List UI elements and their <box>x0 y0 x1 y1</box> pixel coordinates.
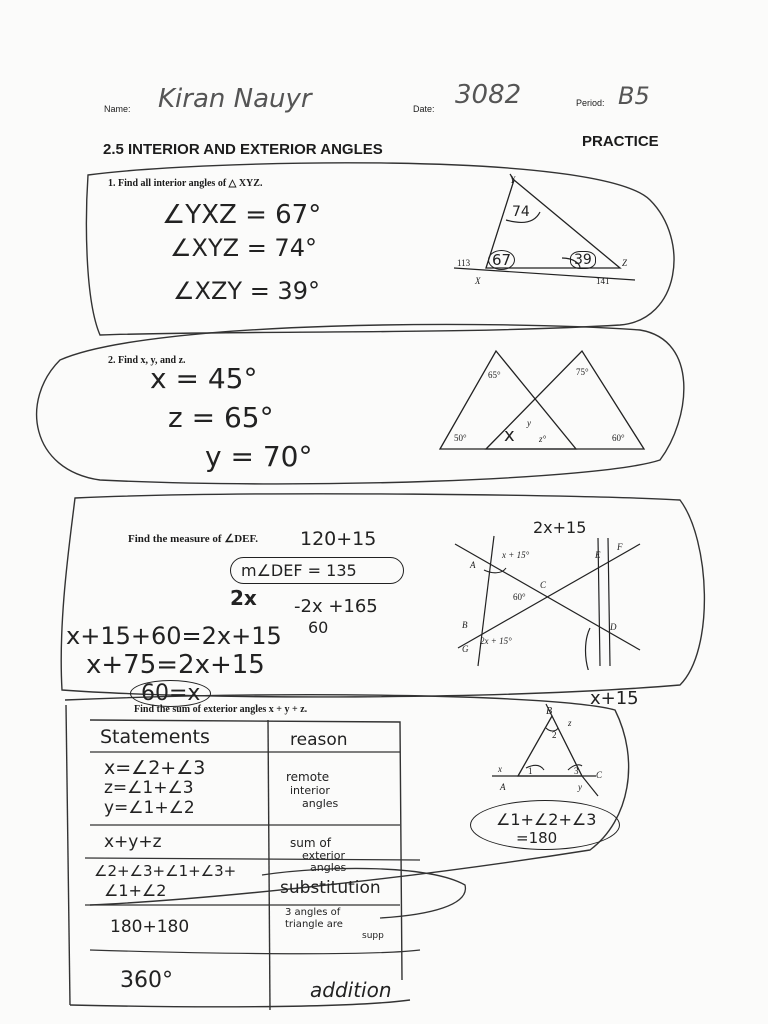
table-row-1-reason-2: interior <box>290 784 330 797</box>
q3-point-e: E <box>595 550 601 560</box>
date-label: Date: <box>413 104 435 114</box>
q2-prompt: 2. Find x, y, and z. <box>108 355 186 366</box>
q3-angle-60: 60° <box>513 592 526 602</box>
q3-angle-x15: x + 15° <box>502 550 530 560</box>
q1-answer-2: ∠XYZ = 74° <box>170 234 317 262</box>
q4-vertex-c: C <box>596 770 603 780</box>
table-row-3-statement-1: ∠2+∠3+∠1+∠3+ <box>94 862 237 880</box>
q2-answer-1: x = 45° <box>150 362 258 395</box>
q3-work-2: m∠DEF = 135 <box>230 557 404 584</box>
q1-exterior-x: 113 <box>457 258 471 268</box>
table-row-1-statement-3: y=∠1+∠2 <box>104 798 195 818</box>
q3-point-c: C <box>540 580 547 590</box>
q4-angle-1: 1 <box>528 766 533 776</box>
table-row-4-reason-2: triangle are <box>285 919 343 930</box>
q1-triangle-figure <box>450 172 650 292</box>
q2-angle-65: 65° <box>488 370 501 380</box>
q1-vertex-z: Z <box>622 258 628 268</box>
q1-angle-z-value: 39 <box>570 251 596 269</box>
table-row-5-statement-1: 360° <box>120 968 173 993</box>
q4-note-x15: x+15 <box>590 688 639 709</box>
q1-angle-y-value: 74 <box>512 204 530 220</box>
period-value: B5 <box>618 82 650 110</box>
q3-work-3: 2x <box>230 586 257 610</box>
q2-answer-2: z = 65° <box>168 401 274 434</box>
q3-point-d: D <box>610 622 617 632</box>
q2-angle-60: 60° <box>612 433 625 443</box>
q2-angle-50: 50° <box>454 433 467 443</box>
q3-work-7: x+75=2x+15 <box>86 650 265 680</box>
q3-work-5: 60 <box>308 618 329 637</box>
q1-answer-3: ∠XZY = 39° <box>173 277 320 305</box>
q1-vertex-x: X <box>475 276 481 286</box>
table-row-2-statement-1: x+y+z <box>104 832 162 852</box>
q2-angle-75: 75° <box>576 367 589 377</box>
table-row-2-reason-3: angles <box>310 861 347 874</box>
name-value: Kiran Nauyr <box>158 84 312 114</box>
q4-sum-note-line-1: ∠1+∠2+∠3 <box>496 810 597 829</box>
q3-prompt: Find the measure of ∠DEF. <box>128 533 258 545</box>
name-label: Name: <box>104 104 131 114</box>
q3-work-6: x+15+60=2x+15 <box>66 622 282 650</box>
q3-work-1: 120+15 <box>300 528 377 550</box>
q1-angle-x-value: 67 <box>488 250 515 270</box>
q4-angle-x: x <box>498 764 502 774</box>
table-row-3-reason-1: substitution <box>280 878 381 898</box>
table-row-2-reason-1: sum of <box>290 836 331 850</box>
q3-point-f: F <box>617 542 623 552</box>
q2-angle-z: z° <box>539 434 547 444</box>
q3-point-a: A <box>470 560 476 570</box>
practice-label: PRACTICE <box>582 133 659 150</box>
table-row-1-statement-2: z=∠1+∠3 <box>104 778 194 798</box>
table-row-5-reason-1: addition <box>310 978 392 1002</box>
date-value: 3082 <box>455 80 522 110</box>
table-row-2-reason-2: exterior <box>302 849 345 862</box>
table-row-4-statement-1: 180+180 <box>110 917 190 937</box>
q2-angle-x: x <box>504 425 515 446</box>
worksheet-title: 2.5 INTERIOR AND EXTERIOR ANGLES <box>103 141 383 158</box>
table-header-statements: Statements <box>100 726 210 748</box>
q4-vertex-b: B <box>546 706 553 717</box>
table-row-1-reason-3: angles <box>302 797 339 810</box>
q3-angle-2x15: 2x + 15° <box>480 636 512 646</box>
table-row-1-statement-1: x=∠2+∠3 <box>104 757 206 779</box>
q4-sum-note-line-2: =180 <box>516 829 558 847</box>
q4-prompt: Find the sum of exterior angles x + y + z. <box>134 704 308 715</box>
q4-angle-3: 3 <box>574 766 579 776</box>
q2-angle-y: y <box>527 418 531 428</box>
q3-point-b: B <box>462 620 468 630</box>
table-row-1-reason-1: remote <box>286 770 330 784</box>
q1-exterior-z: 141 <box>596 276 610 286</box>
period-label: Period: <box>576 98 605 108</box>
q1-prompt: 1. Find all interior angles of △ XYZ. <box>108 178 263 189</box>
q3-work-8: 60=x <box>130 680 211 707</box>
table-row-4-reason-3: supp <box>362 931 384 941</box>
q1-vertex-y: Y <box>510 175 516 185</box>
table-row-4-reason-1: 3 angles of <box>285 907 341 918</box>
q4-angle-2: 2 <box>552 730 557 740</box>
q4-angle-y: y <box>578 782 582 792</box>
table-row-3-statement-2: ∠1+∠2 <box>104 881 167 900</box>
q4-vertex-a: A <box>500 782 506 792</box>
q1-answer-1: ∠YXZ = 67° <box>162 200 322 230</box>
q3-work-4: -2x +165 <box>294 596 378 617</box>
q4-angle-z: z <box>568 718 572 728</box>
q2-answer-3: y = 70° <box>205 440 313 473</box>
q3-work-9: 2x+15 <box>533 518 587 537</box>
q3-point-g: G <box>462 644 469 654</box>
table-header-reasons: reason <box>290 730 348 750</box>
